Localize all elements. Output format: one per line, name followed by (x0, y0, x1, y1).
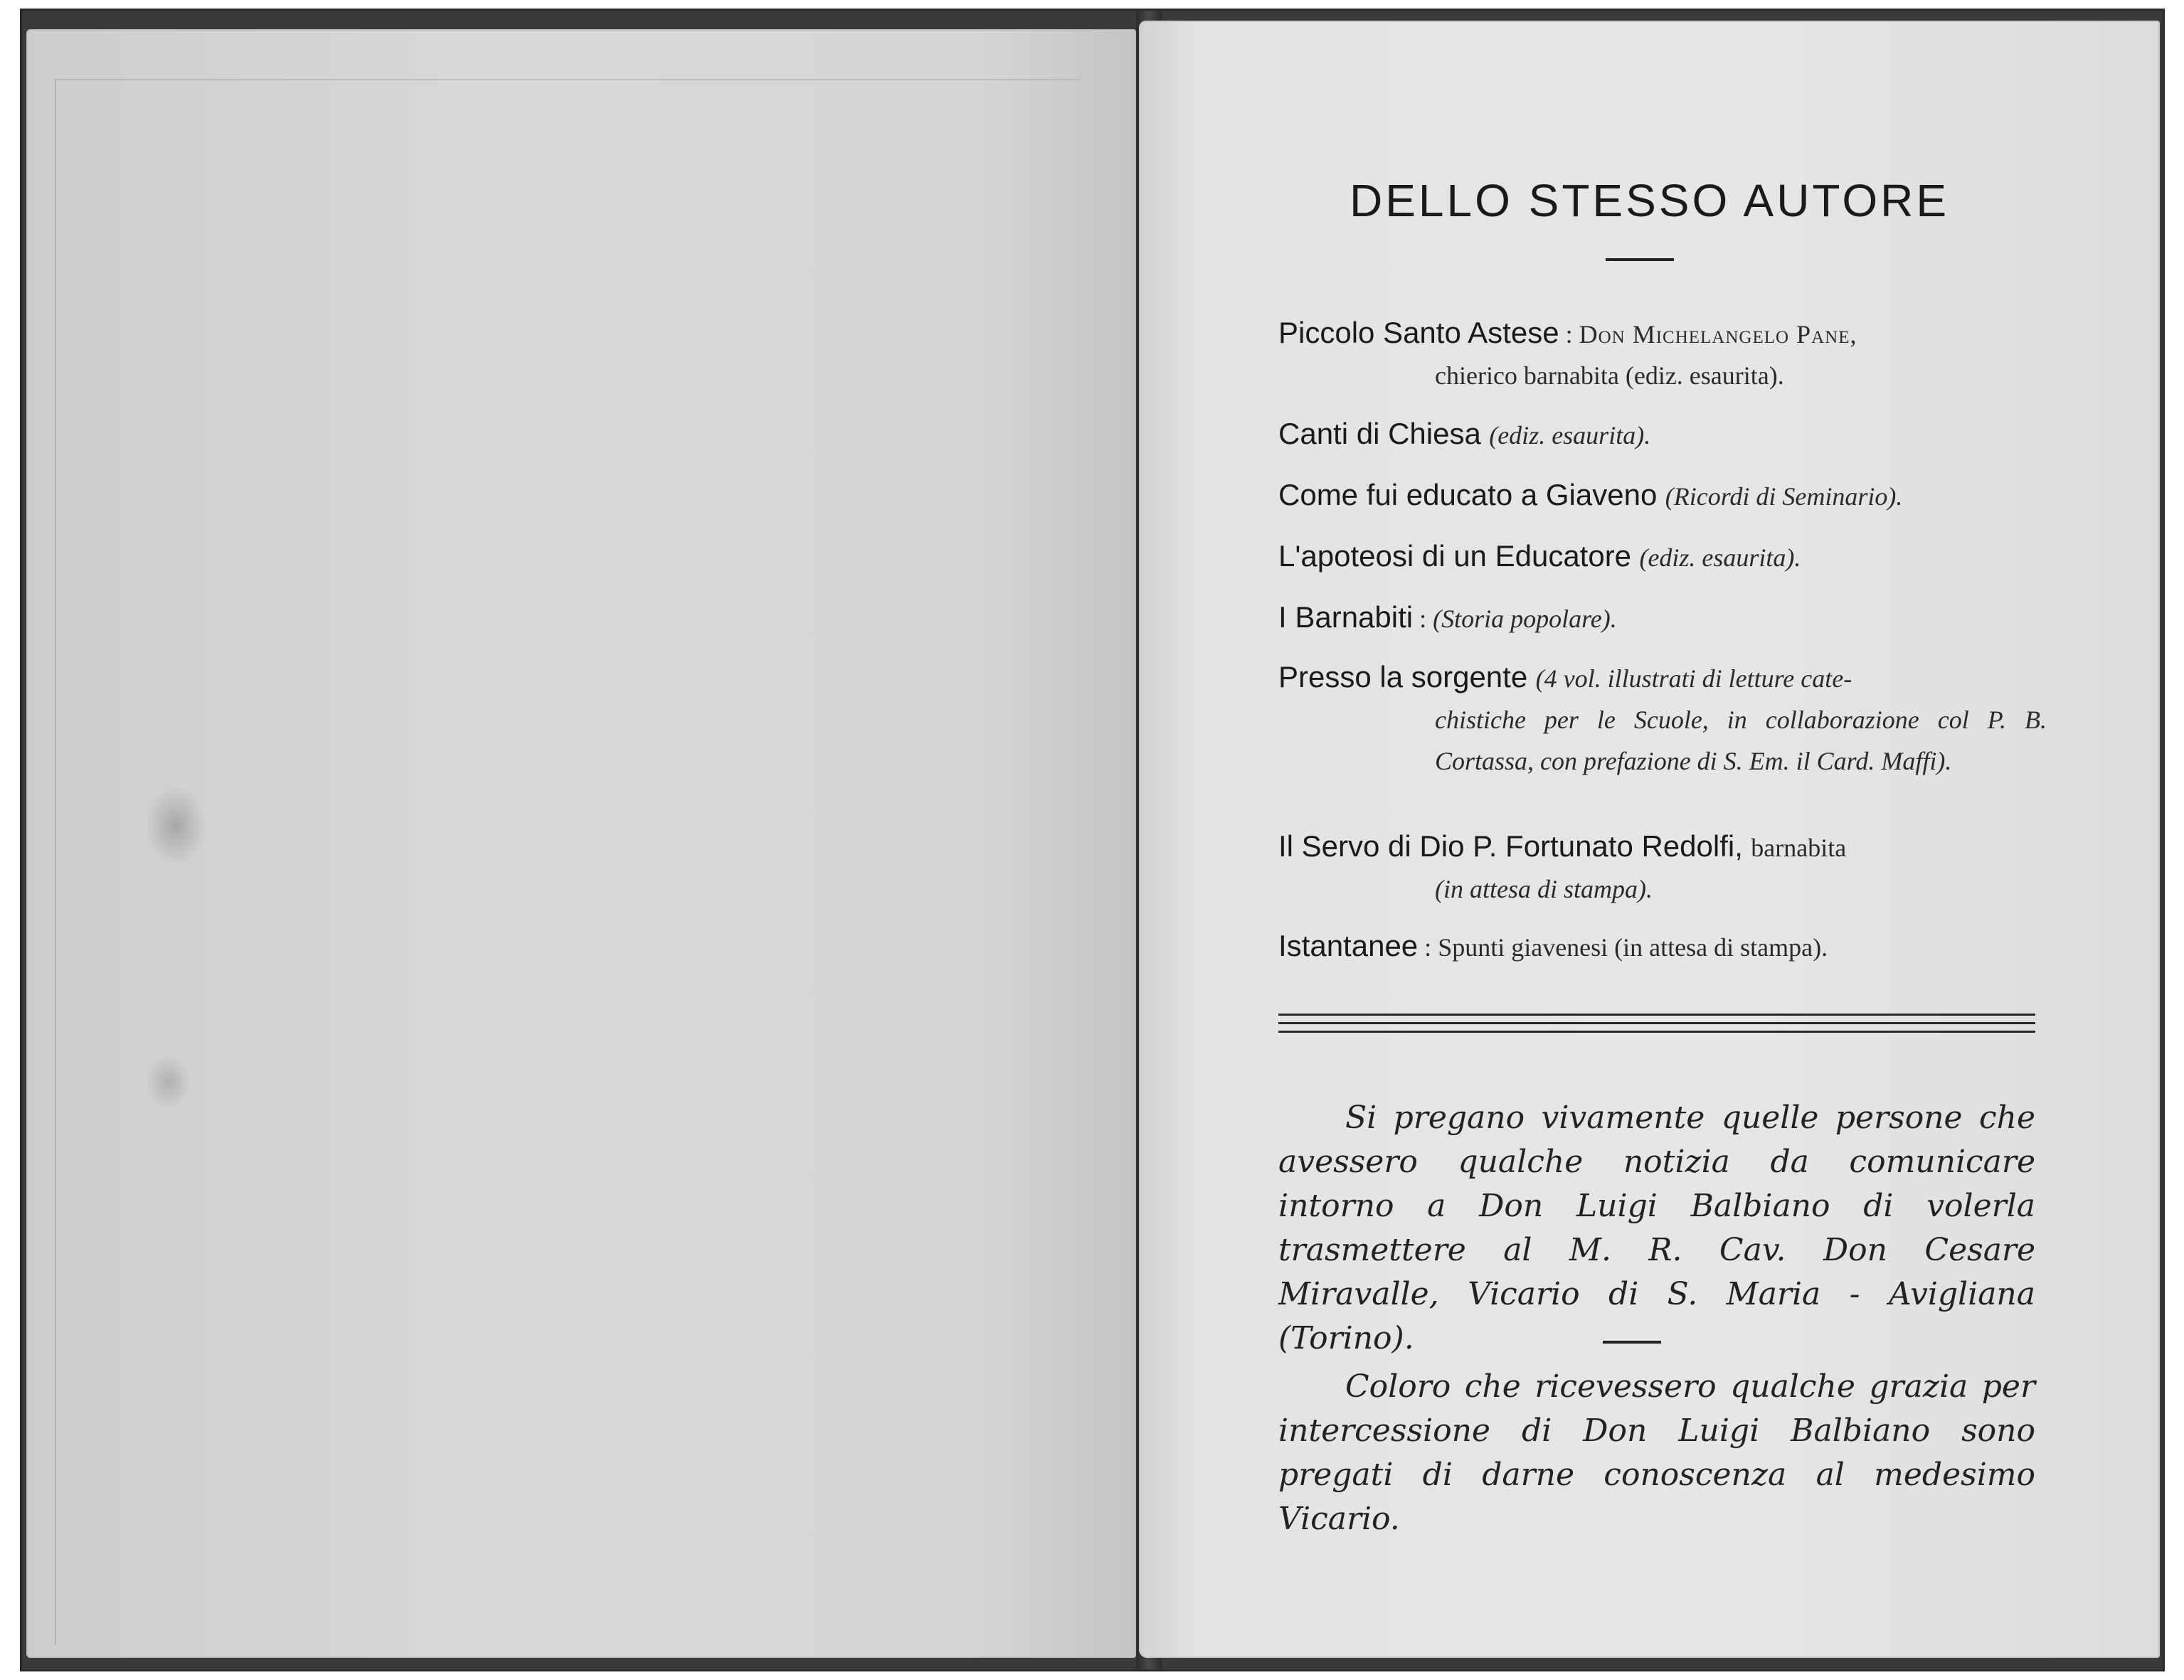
work-item (1278, 474, 2047, 517)
work-item (1278, 413, 2047, 456)
left-page-edge (55, 79, 1081, 1645)
work-note: (Storia popolare). (1433, 605, 1617, 633)
work-separator: : (1418, 933, 1438, 962)
work-continuation: chistiche per le Scuole, in collaborazione col P. B. Cortassa, con prefazione di S. Em. il Card. Maffi). (1435, 706, 2047, 775)
book-spread-scan (20, 9, 2165, 1671)
work-title: Come fui educato a Giaveno (1278, 478, 1658, 511)
work-note: barnabita (1751, 834, 1847, 862)
work-title: L'apoteosi di un Educatore (1278, 539, 1632, 573)
notice-rule (1603, 1341, 1661, 1344)
right-page (1139, 21, 2160, 1658)
work-title: Piccolo Santo Astese (1278, 316, 1559, 349)
work-item (1278, 656, 2047, 782)
triple-rule-divider (1278, 1014, 2035, 1035)
work-subject: Don Michelangelo Pane, (1579, 320, 1857, 349)
work-note: (4 vol. illustrati di letture cate- (1535, 664, 1852, 693)
notice-paragraph: Si pregano vivamente quelle persone che avessero qualche notizia da comunicare intorno a Don Luigi Balbiano di volerla trasmettere al M. R. Cav. Don Cesare Miravalle, Vicario di S. Maria - Avigliana (Torino). (1278, 1100, 2035, 1356)
work-title: Istantanee (1278, 929, 1419, 962)
work-item (1278, 536, 2047, 578)
work-item (1278, 925, 2047, 968)
work-note: Spunti giavenesi (in attesa di stampa). (1438, 933, 1828, 962)
work-separator: : (1413, 605, 1433, 633)
work-separator: : (1559, 320, 1579, 349)
work-title: Presso la sorgente (1278, 660, 1528, 693)
work-note: (ediz. esaurita). (1489, 421, 1651, 450)
work-title: Il Servo di Dio P. Fortunato Redolfi, (1278, 829, 1743, 863)
notice-paragraph: Coloro che ricevessero qualche grazia per intercessione di Don Luigi Balbiano sono pregati di darne conoscenza al medesimo Vicario. (1278, 1368, 2035, 1537)
work-item (1278, 826, 2047, 910)
work-note: (Ricordi di Seminario). (1665, 482, 1903, 511)
heading-rule (1606, 258, 1674, 261)
page-heading: DELLO STESSO AUTORE (1349, 175, 1950, 226)
work-item (1278, 597, 2047, 639)
work-item (1278, 312, 2047, 396)
left-page-blank (26, 29, 1136, 1658)
work-continuation: chierico barnabita (ediz. esaurita). (1435, 361, 1784, 390)
work-continuation: (in attesa di stampa). (1435, 875, 1653, 903)
work-title: I Barnabiti (1278, 600, 1414, 634)
work-note: (ediz. esaurita). (1639, 543, 1801, 572)
work-title: Canti di Chiesa (1278, 417, 1481, 450)
